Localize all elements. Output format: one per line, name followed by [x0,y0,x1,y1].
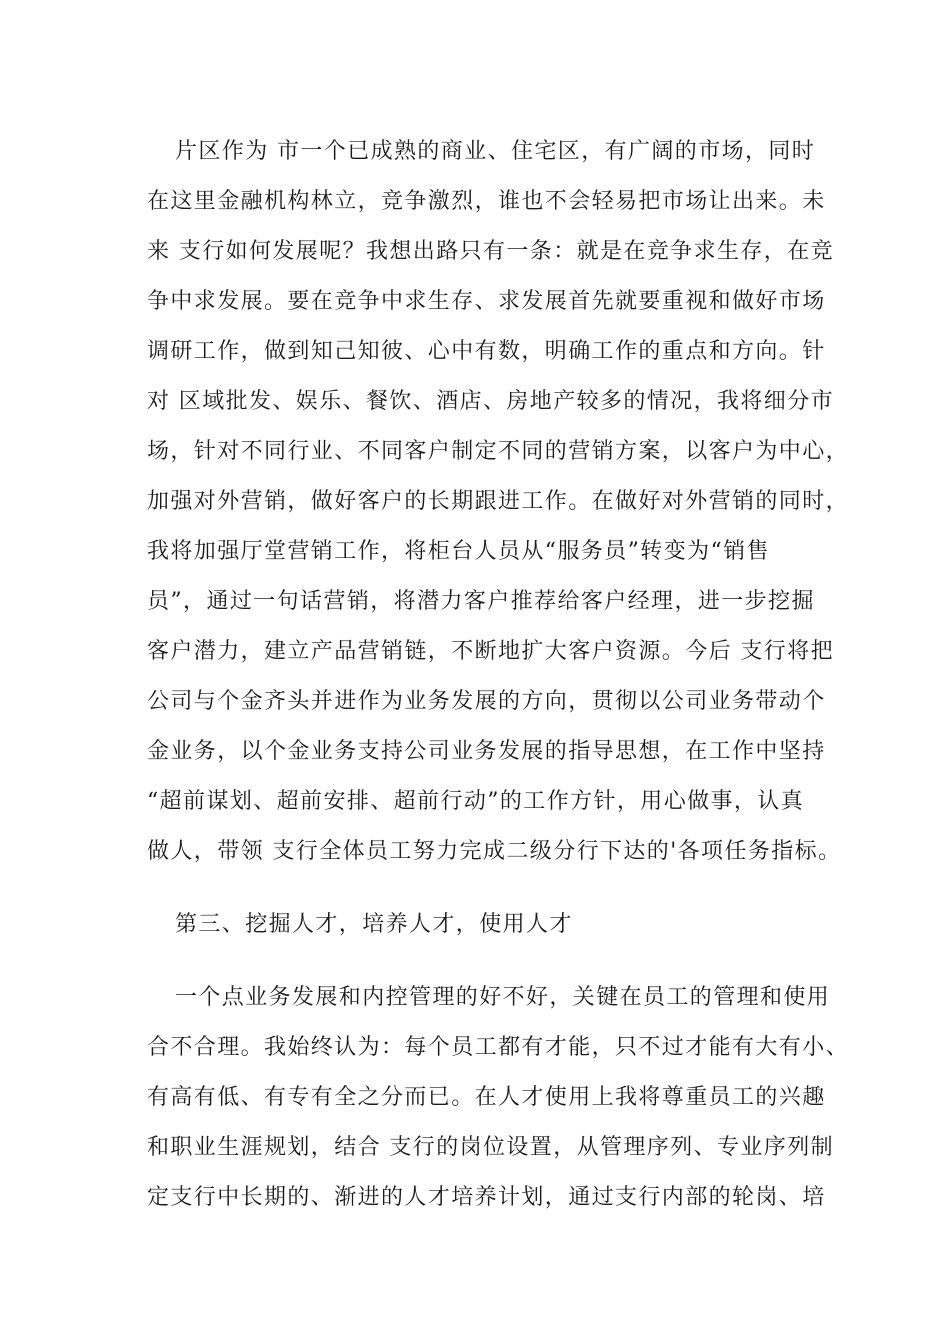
text-line: “超前谋划、超前安排、超前行动”的工作方针，用心做事，认真 [147,789,805,814]
text-line: 来 支行如何发展呢？我想出路只有一条：就是在竞争求生存，在竞 [147,239,834,264]
text-line: 加强对外营销，做好客户的长期跟进工作。在做好对外营销的同时， [147,489,850,514]
text-line: 片区作为 市一个已成熟的商业、住宅区，有广阔的市场，同时 [175,139,816,164]
text-line: 员”，通过一句话营销，将潜力客户推荐给客户经理，进一步挖掘 [147,589,815,614]
text-line: 做人，带领 支行全体员工努力完成二级分行下达的'各项任务指标。 [147,839,842,864]
text-line: 调研工作，做到知己知彼、心中有数，明确工作的重点和方向。针 [147,339,826,364]
text-line: 争中求发展。要在竞争中求生存、求发展首先就要重视和做好市场 [147,289,826,314]
text-line: 和职业生涯规划，结合 支行的岗位设置，从管理序列、专业序列制 [147,1135,834,1160]
text-line: 对 区域批发、娱乐、餐饮、酒店、房地产较多的情况，我将细分市 [147,389,834,414]
text-line: 合不合理。我始终认为：每个员工都有才能，只不过才能有大有小、 [147,1035,850,1060]
text-line: 场，针对不同行业、不同客户制定不同的营销方案，以客户为中心， [147,439,850,464]
text-line: 定支行中长期的、渐进的人才培养计划，通过支行内部的轮岗、培 [147,1185,826,1210]
section-heading: 第三、挖掘人才，培养人才，使用人才 [175,912,573,937]
text-line: 我将加强厅堂营销工作，将柜台人员从“服务员”转变为“销售 [147,539,770,564]
text-line: 公司与个金齐头并进作为业务发展的方向，贯彻以公司业务带动个 [147,689,826,714]
text-line: 客户潜力，建立产品营销链，不断地扩大客户资源。今后 支行将把 [147,639,834,664]
text-line: 有高有低、有专有全之分而已。在人才使用上我将尊重员工的兴趣 [147,1085,826,1110]
text-line: 一个点业务发展和内控管理的好不好，关键在员工的管理和使用 [175,985,831,1010]
text-line: 金业务，以个金业务支持公司业务发展的指导思想，在工作中坚持 [147,739,826,764]
text-line: 在这里金融机构林立，竞争激烈，谁也不会轻易把市场让出来。未 [147,189,826,214]
